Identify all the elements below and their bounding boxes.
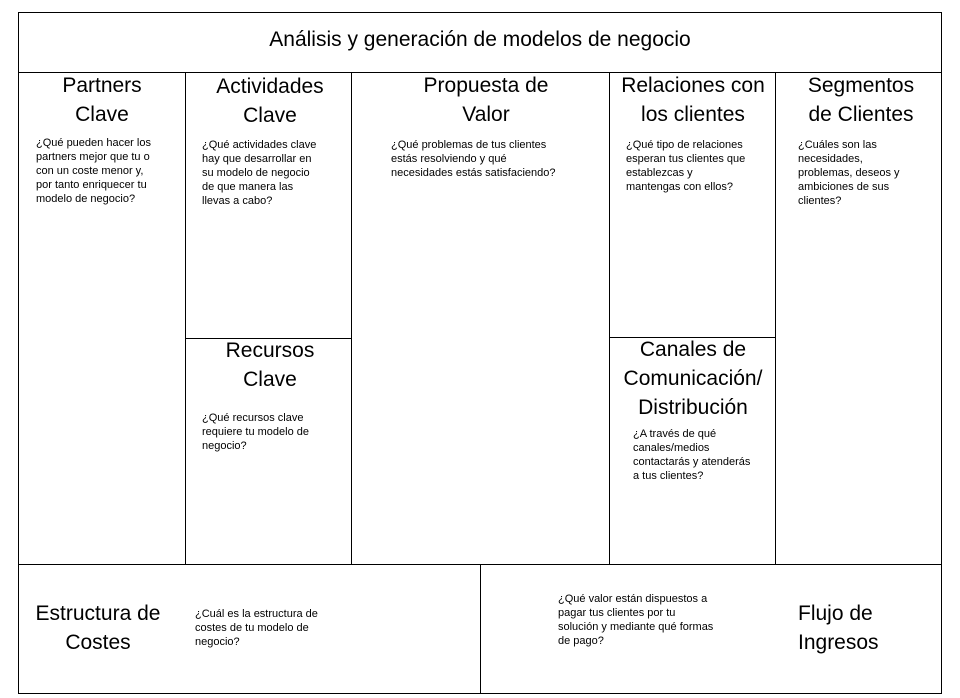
costes-question: ¿Cuál es la estructura de costes de tu modelo de negocio? [195,608,318,648]
recursos-question: ¿Qué recursos clave requiere tu modelo de negocio? [202,412,310,452]
canales-title: Canales de Comunicación/ Distribución [623,338,763,419]
ingresos-question: ¿Qué valor están dispuestos a pagar tus clientes por tu solución y mediante qué formas de pago? [558,593,714,647]
relaciones-question: ¿Qué tipo de relaciones esperan tus clientes que establezcas y mantengas con ellos? [626,139,746,193]
recursos-title: Recursos Clave [225,339,315,391]
propuesta-question: ¿Qué problemas de tus clientes estás resolviendo y qué necesidades estás satisfaciendo? [391,139,556,179]
relaciones-title: Relaciones con los clientes [621,74,765,126]
ingresos-title: Flujo de Ingresos [798,602,879,654]
partners-question: ¿Qué pueden hacer los partners mejor que tu o con un coste menor y, por tanto enriquecer tu modelo de negocio? [36,137,151,205]
segmentos-title: Segmentos de Clientes [807,74,915,126]
costes-title: Estructura de Costes [35,602,161,654]
segmentos-question: ¿Cuáles son las necesidades, problemas, deseos y ambiciones de sus clientes? [798,139,900,207]
actividades-title: Actividades Clave [216,75,324,127]
actividades-question: ¿Qué actividades clave hay que desarrollar en su modelo de negocio de que manera las llevas a cabo? [202,139,317,207]
page-title: Análisis y generación de modelos de negocio [269,28,691,51]
partners-title: Partners Clave [62,74,142,126]
propuesta-title: Propuesta de Valor [423,74,549,126]
canales-question: ¿A través de qué canales/medios contactarás y atenderás a tus clientes? [633,428,751,482]
